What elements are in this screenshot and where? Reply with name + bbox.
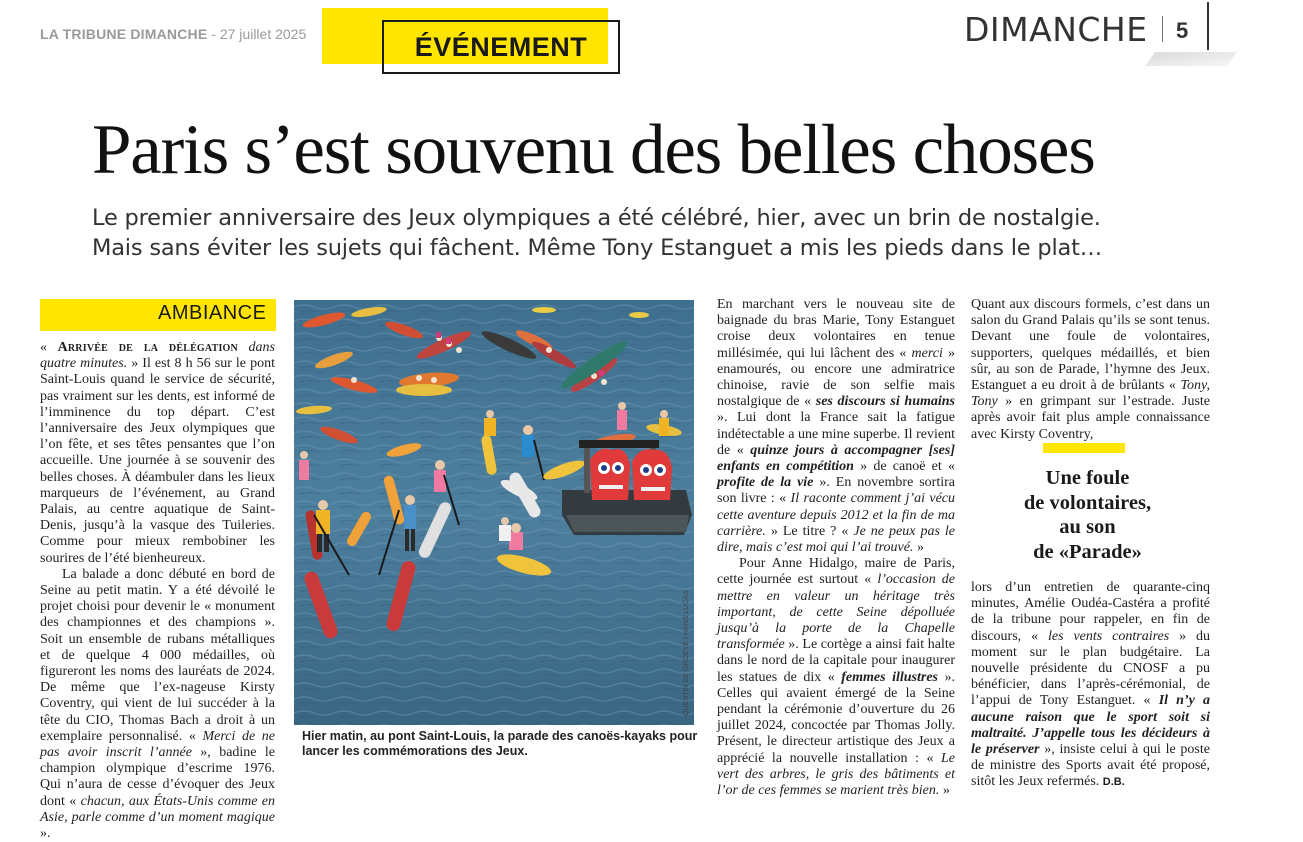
paragraph-text: Pour Anne Hidalgo, maire de Paris, cette journée est surtout « (717, 556, 955, 588)
lead-in-italic: dans quatre minutes. (40, 340, 275, 372)
rubric-text: ÉVÉNEMENT (382, 20, 620, 74)
page-number: 5 (1176, 18, 1189, 43)
paragraph (40, 340, 275, 567)
quote-bold-italic: Il n’y a aucune raison que le sport soit si maltraité. J’appelle tous les décideurs à le préserver (971, 693, 1210, 758)
quote-italic: Tony, Tony (971, 378, 1210, 410)
date-separator: - (211, 26, 216, 42)
author-signature: D.B. (1102, 776, 1125, 789)
standfirst-line-2: Mais sans éviter les sujets qui fâchent. Même Tony Estanguet a mis les pieds dans le plat… (92, 235, 1103, 261)
photo-credit: QUENTIN DE GROEVE / HANS LUCAS (683, 590, 690, 716)
paragraph-text: ». (40, 826, 51, 842)
paragraph-text: ». Celles qui avaient émergé de la Seine pendant la cérémonie d’ouverture du 26 juillet 2024, concoctée par Thomas Jolly. Présent, le directeur artistique des Jeux a apprécié la nouvelle installation : « (717, 669, 955, 766)
article-column-4-top (971, 297, 1210, 443)
article-column-4-bottom (971, 580, 1210, 791)
pullquote-bar (1043, 443, 1125, 453)
paragraph-text: Quant aux discours formels, c’est dans un salon du Grand Palais qu’ils se sont tenus. Devant une foule de volontaires, supporters, quelques médaillés, et bien sûr, au son de Parade, l’hymne des Jeux. Estanguet a eu droit à de brûlants « (971, 297, 1210, 394)
photo-caption: Hier matin, au pont Saint-Louis, la parade des canoës-kayaks pour lancer les commémorations des Jeux. (302, 729, 698, 758)
paragraph-text: En marchant vers le nouveau site de baignade du bras Marie, Tony Estanguet croise deux volontaires en tenue millésimée, qui lui lâchent des « (717, 297, 955, 361)
paragraph-text: » Le titre ? « (765, 523, 854, 539)
paragraph-text: » du moment sur le plan budgétaire. La nouvelle présidente du CNOSF a pu bénéficier, dans l’après-cérémonial, de l’appui de Tony Estanguet. « (971, 628, 1211, 709)
paragraph (717, 556, 955, 799)
article-headline: Paris s’est souvenu des belles choses (92, 111, 1095, 189)
section-label: AMBIANCE (158, 302, 267, 324)
paragraph (40, 567, 275, 842)
paragraph (971, 580, 1210, 791)
pullquote-line: au son (1059, 516, 1116, 538)
quote-italic: Le vert des arbres, le gris des bâtiments et l’or de ces femmes se marient très bien. (717, 750, 955, 799)
paragraph-text: ». En novembre sortira son livre : « (717, 475, 955, 507)
paragraph-text: ». Lui dont la France sait la fatigue indétectable a une mine superbe. Il revient de « (717, 410, 955, 458)
quote-bold-italic: quinze jours à accompagner [ses] enfants en compétition (717, 442, 956, 475)
paragraph-text: » (939, 783, 950, 799)
paragraph-text: » Il est 8 h 56 sur le pont Saint-Louis quand le service de sécurité, pas vraiment sur les dents, est informé de l’imminence du top départ. C’est l’anniversaire des Jeux olympiques que l’on fête, et ses têtes pensantes que l’on accueille. Une journée à se souvenir des belles choses. À déambuler dans les lieux marqueurs de l’événement, au Grand Palais, au centre aquatique de Saint-Denis, jusqu’à la vasque des Tuileries. Comme pour mieux rembobiner les sourires de l’été bienheureux. (40, 356, 275, 566)
quote-italic: l’occasion de mettre en valeur un héritage très important, de cette Seine dépolluée jusqu’à la porte de la Chapelle transformée (717, 572, 956, 653)
quote-italic: chacun, aux États-Unis comme en Asie, parle comme d’un moment magique (40, 793, 275, 825)
quote-bold-italic: profite de la vie (717, 475, 814, 491)
article-photo (294, 300, 694, 725)
article-column-3 (717, 297, 955, 799)
lead-in: Arrivée de la délégation (57, 340, 238, 355)
paragraph (717, 297, 955, 556)
article-column-1 (40, 340, 275, 842)
paragraph-text: », insiste celui à qui le poste de ministre des Sports avait été proposé, sitôt les Jeux refermés. (971, 742, 1210, 790)
quote-italic: merci (911, 345, 943, 361)
pullquote-line: de volontaires, (1023, 491, 1152, 514)
paragraph (971, 297, 1210, 443)
pullquote-line: de «Parade» (1033, 540, 1142, 563)
paragraph-text: » (913, 540, 924, 556)
page-corner-shadow (1145, 52, 1237, 66)
paragraph-text: », badine le champion olympique d’escrime 1976. Qui n’aura de cesse d’évoquer des Jeux dont « (40, 745, 275, 809)
paragraph-text: » en grimpant sur l’estrade. Juste après avoir fait plus ample connaissance avec Kirsty Coventry, (971, 394, 1210, 442)
article-standfirst (92, 203, 1212, 263)
publication-name: LA TRIBUNE DIMANCHE (40, 26, 208, 42)
rubric-label (322, 8, 620, 74)
masthead (40, 26, 306, 42)
day-page-divider (1162, 16, 1163, 42)
quote-italic: Je ne peux pas le dire, mais c’est moi qui l’ai trouvé. (717, 523, 955, 556)
pullquote (990, 466, 1185, 564)
paragraph-text: » enamourés, ou encore une admiratrice chinoise, ravie de son selfie mais nostalgique de « (717, 345, 955, 410)
quote-mark: « (40, 340, 58, 355)
canoe-parade-image (294, 300, 694, 725)
quote-italic: Merci de ne pas avoir inscrit l’année (40, 728, 275, 761)
quote-italic: Il raconte comment j’ai vécu cette aventure depuis 2012 et la fin de ma carrière. (717, 491, 955, 539)
paragraph-text: ». Le cortège a ainsi fait halte dans le nord de la capitale pour inaugurer les statues de dix « (717, 637, 955, 685)
quote-bold-italic: ses discours si humains (815, 394, 955, 410)
paragraph-text: La balade a donc débuté en bord de Seine au petit matin. Y a été dévoilé le projet choisi pour devenir le « monument des championnes et des champions ». Soit un ensemble de rubans métalliques et de quelque 4 000 médailles, où figureront les noms des lauréats de 2024. De même que l’ex-nageuse Kirsty Coventry, qui vient de lui succéder à la tête du CIO, Thomas Bach a droit à un exemplaire personnalisé. « (40, 566, 275, 744)
paragraph-text: » de canoë et « (853, 459, 955, 475)
quote-bold-italic: femmes illustres (841, 669, 938, 685)
quote-italic: les vents contraires (1048, 628, 1170, 644)
paragraph-text: lors d’un entretien de quarante-cinq minutes, Amélie Oudéa-Castéra a profité de la tribune pour rappeler, en fin de discours, « (971, 580, 1210, 644)
pullquote-line: Une foule (1045, 467, 1130, 489)
day-label: DIMANCHE (964, 10, 1148, 49)
page-corner-line (1207, 2, 1209, 50)
standfirst-line-1: Le premier anniversaire des Jeux olympiques a été célébré, hier, avec un brin de nostalgie. (92, 205, 1101, 231)
publication-date: 27 juillet 2025 (219, 26, 307, 42)
